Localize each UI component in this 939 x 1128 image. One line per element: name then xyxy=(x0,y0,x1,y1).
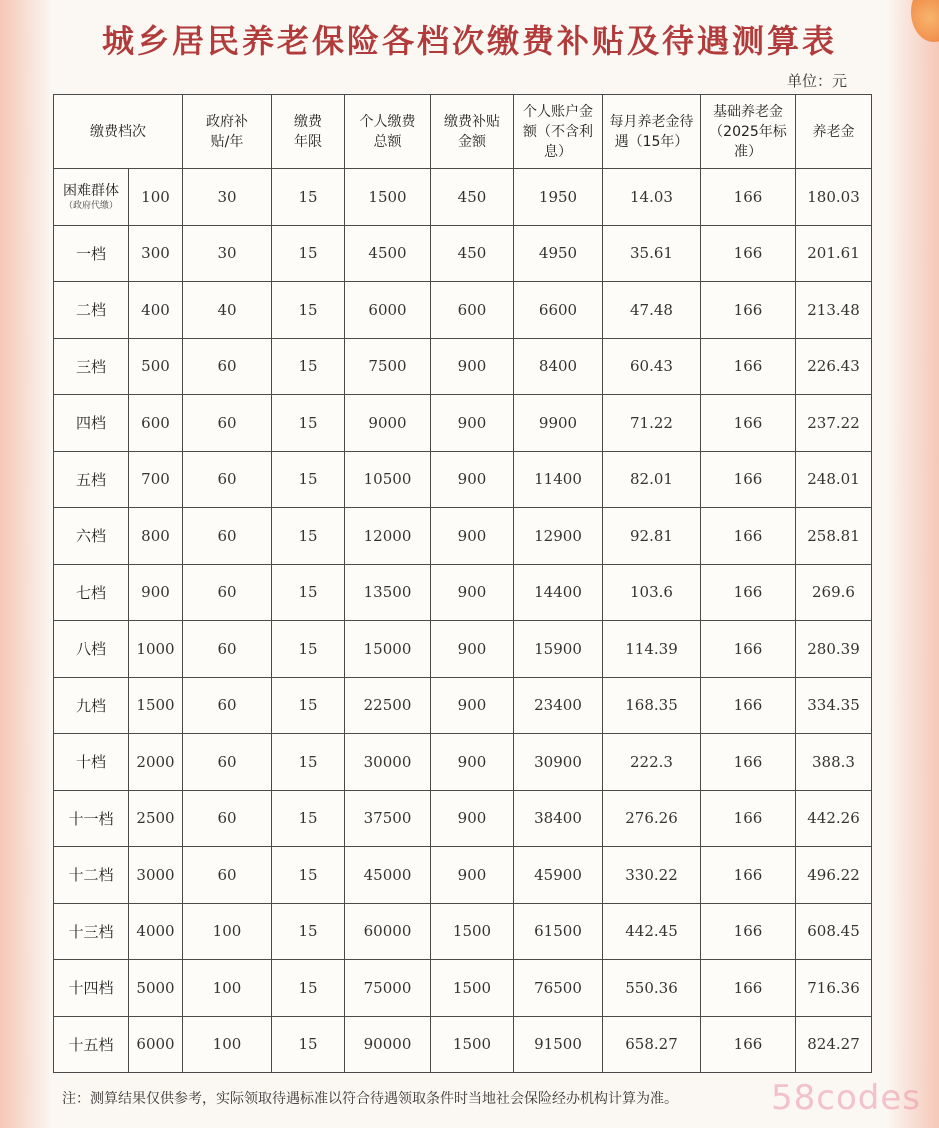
page-title: 城乡居民养老保险各档次缴费补贴及待遇测算表 xyxy=(101,22,837,60)
cell-personal-total: 37500 xyxy=(345,790,431,847)
cell-pension: 180.03 xyxy=(796,169,872,226)
cell-amount: 600 xyxy=(129,395,183,452)
cell-basic: 166 xyxy=(701,790,796,847)
cell-amount: 3000 xyxy=(129,847,183,904)
cell-years: 15 xyxy=(272,338,345,395)
cell-subsidy: 30 xyxy=(183,169,272,226)
table-row xyxy=(54,508,872,565)
cell-amount: 300 xyxy=(129,225,183,282)
cell-level: 六档 xyxy=(54,508,129,565)
cell-years: 15 xyxy=(272,734,345,791)
cell-basic: 166 xyxy=(701,169,796,226)
cell-amount: 2000 xyxy=(129,734,183,791)
cell-pension: 442.26 xyxy=(796,790,872,847)
cell-subsidy-total: 1500 xyxy=(431,903,514,960)
cell-amount: 4000 xyxy=(129,903,183,960)
cell-basic: 166 xyxy=(701,338,796,395)
cell-monthly: 60.43 xyxy=(603,338,701,395)
table-row xyxy=(54,847,872,904)
cell-level xyxy=(54,169,129,226)
cell-pension: 269.6 xyxy=(796,564,872,621)
cell-monthly: 222.3 xyxy=(603,734,701,791)
cell-amount: 100 xyxy=(129,169,183,226)
cell-subsidy: 100 xyxy=(183,960,272,1017)
cell-monthly: 114.39 xyxy=(603,621,701,678)
cell-pension: 226.43 xyxy=(796,338,872,395)
cell-amount: 800 xyxy=(129,508,183,565)
cell-level: 十一档 xyxy=(54,790,129,847)
cell-level: 十三档 xyxy=(54,903,129,960)
cell-pension: 608.45 xyxy=(796,903,872,960)
cell-personal-total: 30000 xyxy=(345,734,431,791)
cell-monthly: 103.6 xyxy=(603,564,701,621)
cell-subsidy-total: 900 xyxy=(431,451,514,508)
cell-subsidy-total: 900 xyxy=(431,677,514,734)
cell-amount: 1000 xyxy=(129,621,183,678)
header-subsidy-total: 缴费补贴金额 xyxy=(431,95,514,169)
cell-subsidy-total: 1500 xyxy=(431,1016,514,1073)
cell-personal-total: 60000 xyxy=(345,903,431,960)
cell-basic: 166 xyxy=(701,847,796,904)
cell-level: 八档 xyxy=(54,621,129,678)
cell-personal-total: 75000 xyxy=(345,960,431,1017)
cell-level-label: 困难群体 xyxy=(63,182,119,199)
cell-level-note: （政府代缴） xyxy=(63,200,118,211)
header-years: 缴费年限 xyxy=(272,95,345,169)
cell-basic: 166 xyxy=(701,508,796,565)
cell-personal-total: 6000 xyxy=(345,282,431,339)
cell-account: 30900 xyxy=(514,734,603,791)
cell-basic: 166 xyxy=(701,282,796,339)
cell-subsidy: 60 xyxy=(183,338,272,395)
cell-subsidy-total: 900 xyxy=(431,790,514,847)
header-basic: 基础养老金（2025年标准） xyxy=(701,95,796,169)
cell-monthly: 47.48 xyxy=(603,282,701,339)
cell-years: 15 xyxy=(272,677,345,734)
cell-pension: 280.39 xyxy=(796,621,872,678)
cell-subsidy: 60 xyxy=(183,395,272,452)
cell-subsidy-total: 600 xyxy=(431,282,514,339)
cell-level: 十四档 xyxy=(54,960,129,1017)
cell-amount: 700 xyxy=(129,451,183,508)
cell-pension: 258.81 xyxy=(796,508,872,565)
pension-table xyxy=(53,94,872,1073)
cell-pension: 388.3 xyxy=(796,734,872,791)
cell-subsidy: 60 xyxy=(183,451,272,508)
cell-level: 一档 xyxy=(54,225,129,282)
cell-years: 15 xyxy=(272,564,345,621)
cell-years: 15 xyxy=(272,790,345,847)
table-row xyxy=(54,451,872,508)
cell-account: 12900 xyxy=(514,508,603,565)
cell-basic: 166 xyxy=(701,451,796,508)
cell-years: 15 xyxy=(272,451,345,508)
cell-amount: 2500 xyxy=(129,790,183,847)
cell-amount: 6000 xyxy=(129,1016,183,1073)
cell-level: 十档 xyxy=(54,734,129,791)
cell-subsidy-total: 900 xyxy=(431,338,514,395)
cell-basic: 166 xyxy=(701,621,796,678)
cell-account: 1950 xyxy=(514,169,603,226)
cell-basic: 166 xyxy=(701,960,796,1017)
cell-basic: 166 xyxy=(701,564,796,621)
cell-level: 七档 xyxy=(54,564,129,621)
cell-personal-total: 10500 xyxy=(345,451,431,508)
cell-monthly: 658.27 xyxy=(603,1016,701,1073)
cell-subsidy: 100 xyxy=(183,903,272,960)
header-monthly: 每月养老金待遇（15年） xyxy=(603,95,701,169)
cell-years: 15 xyxy=(272,508,345,565)
cell-subsidy: 60 xyxy=(183,847,272,904)
cell-personal-total: 12000 xyxy=(345,508,431,565)
footnote: 注：测算结果仅供参考，实际领取待遇标准以符合待遇领取条件时当地社会保险经办机构计算为准。 xyxy=(62,1091,678,1107)
cell-years: 15 xyxy=(272,960,345,1017)
cell-amount: 400 xyxy=(129,282,183,339)
cell-basic: 166 xyxy=(701,734,796,791)
cell-subsidy: 60 xyxy=(183,677,272,734)
cell-account: 14400 xyxy=(514,564,603,621)
table-row xyxy=(54,790,872,847)
header-subsidy: 政府补贴/年 xyxy=(183,95,272,169)
cell-personal-total: 15000 xyxy=(345,621,431,678)
cell-years: 15 xyxy=(272,847,345,904)
table-row xyxy=(54,960,872,1017)
table-row xyxy=(54,677,872,734)
cell-account: 23400 xyxy=(514,677,603,734)
cell-account: 11400 xyxy=(514,451,603,508)
cell-personal-total: 9000 xyxy=(345,395,431,452)
cell-basic: 166 xyxy=(701,677,796,734)
cell-subsidy-total: 900 xyxy=(431,564,514,621)
cell-years: 15 xyxy=(272,1016,345,1073)
table-row xyxy=(54,169,872,226)
cell-monthly: 168.35 xyxy=(603,677,701,734)
cell-level: 三档 xyxy=(54,338,129,395)
table-row xyxy=(54,338,872,395)
cell-account: 9900 xyxy=(514,395,603,452)
cell-level: 五档 xyxy=(54,451,129,508)
table-row xyxy=(54,225,872,282)
cell-years: 15 xyxy=(272,903,345,960)
cell-monthly: 276.26 xyxy=(603,790,701,847)
cell-level: 二档 xyxy=(54,282,129,339)
header-personal-total: 个人缴费总额 xyxy=(345,95,431,169)
cell-account: 76500 xyxy=(514,960,603,1017)
cell-level: 九档 xyxy=(54,677,129,734)
cell-subsidy: 60 xyxy=(183,564,272,621)
cell-pension: 213.48 xyxy=(796,282,872,339)
cell-subsidy-total: 450 xyxy=(431,169,514,226)
cell-level: 十五档 xyxy=(54,1016,129,1073)
header-pension: 养老金 xyxy=(796,95,872,169)
cell-subsidy: 60 xyxy=(183,734,272,791)
cell-subsidy-total: 450 xyxy=(431,225,514,282)
cell-years: 15 xyxy=(272,621,345,678)
table-row xyxy=(54,1016,872,1073)
cell-pension: 248.01 xyxy=(796,451,872,508)
table-row xyxy=(54,395,872,452)
cell-subsidy-total: 900 xyxy=(431,508,514,565)
cell-personal-total: 4500 xyxy=(345,225,431,282)
cell-account: 61500 xyxy=(514,903,603,960)
watermark: 58codes xyxy=(771,1078,921,1118)
cell-account: 6600 xyxy=(514,282,603,339)
cell-pension: 201.61 xyxy=(796,225,872,282)
cell-subsidy-total: 1500 xyxy=(431,960,514,1017)
cell-monthly: 82.01 xyxy=(603,451,701,508)
cell-subsidy-total: 900 xyxy=(431,395,514,452)
cell-pension: 237.22 xyxy=(796,395,872,452)
cell-monthly: 442.45 xyxy=(603,903,701,960)
cell-subsidy-total: 900 xyxy=(431,734,514,791)
cell-account: 15900 xyxy=(514,621,603,678)
cell-amount: 500 xyxy=(129,338,183,395)
cell-pension: 496.22 xyxy=(796,847,872,904)
cell-personal-total: 13500 xyxy=(345,564,431,621)
cell-monthly: 92.81 xyxy=(603,508,701,565)
cell-personal-total: 22500 xyxy=(345,677,431,734)
cell-basic: 166 xyxy=(701,395,796,452)
cell-subsidy: 40 xyxy=(183,282,272,339)
cell-basic: 166 xyxy=(701,1016,796,1073)
cell-pension: 824.27 xyxy=(796,1016,872,1073)
cell-personal-total: 90000 xyxy=(345,1016,431,1073)
cell-years: 15 xyxy=(272,225,345,282)
cell-subsidy: 60 xyxy=(183,508,272,565)
cell-subsidy: 100 xyxy=(183,1016,272,1073)
cell-monthly: 35.61 xyxy=(603,225,701,282)
cell-subsidy: 30 xyxy=(183,225,272,282)
cell-personal-total: 45000 xyxy=(345,847,431,904)
header-account: 个人账户金额（不含利息） xyxy=(514,95,603,169)
table-row xyxy=(54,734,872,791)
cell-monthly: 330.22 xyxy=(603,847,701,904)
cell-level: 十二档 xyxy=(54,847,129,904)
cell-subsidy-total: 900 xyxy=(431,847,514,904)
cell-subsidy-total: 900 xyxy=(431,621,514,678)
cell-years: 15 xyxy=(272,169,345,226)
cell-amount: 5000 xyxy=(129,960,183,1017)
cell-account: 8400 xyxy=(514,338,603,395)
cell-monthly: 550.36 xyxy=(603,960,701,1017)
table-row xyxy=(54,903,872,960)
cell-personal-total: 1500 xyxy=(345,169,431,226)
header-level: 缴费档次 xyxy=(54,95,183,169)
cell-years: 15 xyxy=(272,282,345,339)
cell-amount: 900 xyxy=(129,564,183,621)
cell-subsidy: 60 xyxy=(183,621,272,678)
cell-pension: 334.35 xyxy=(796,677,872,734)
cell-personal-total: 7500 xyxy=(345,338,431,395)
table-row xyxy=(54,282,872,339)
cell-account: 4950 xyxy=(514,225,603,282)
cell-subsidy: 60 xyxy=(183,790,272,847)
cell-basic: 166 xyxy=(701,903,796,960)
cell-account: 45900 xyxy=(514,847,603,904)
cell-account: 38400 xyxy=(514,790,603,847)
header-row xyxy=(54,95,872,169)
cell-basic: 166 xyxy=(701,225,796,282)
cell-years: 15 xyxy=(272,395,345,452)
cell-monthly: 14.03 xyxy=(603,169,701,226)
cell-amount: 1500 xyxy=(129,677,183,734)
cell-pension: 716.36 xyxy=(796,960,872,1017)
cell-account: 91500 xyxy=(514,1016,603,1073)
cell-level: 四档 xyxy=(54,395,129,452)
table-row xyxy=(54,564,872,621)
table-row xyxy=(54,621,872,678)
cell-monthly: 71.22 xyxy=(603,395,701,452)
unit-label: 单位：元 xyxy=(786,72,847,90)
